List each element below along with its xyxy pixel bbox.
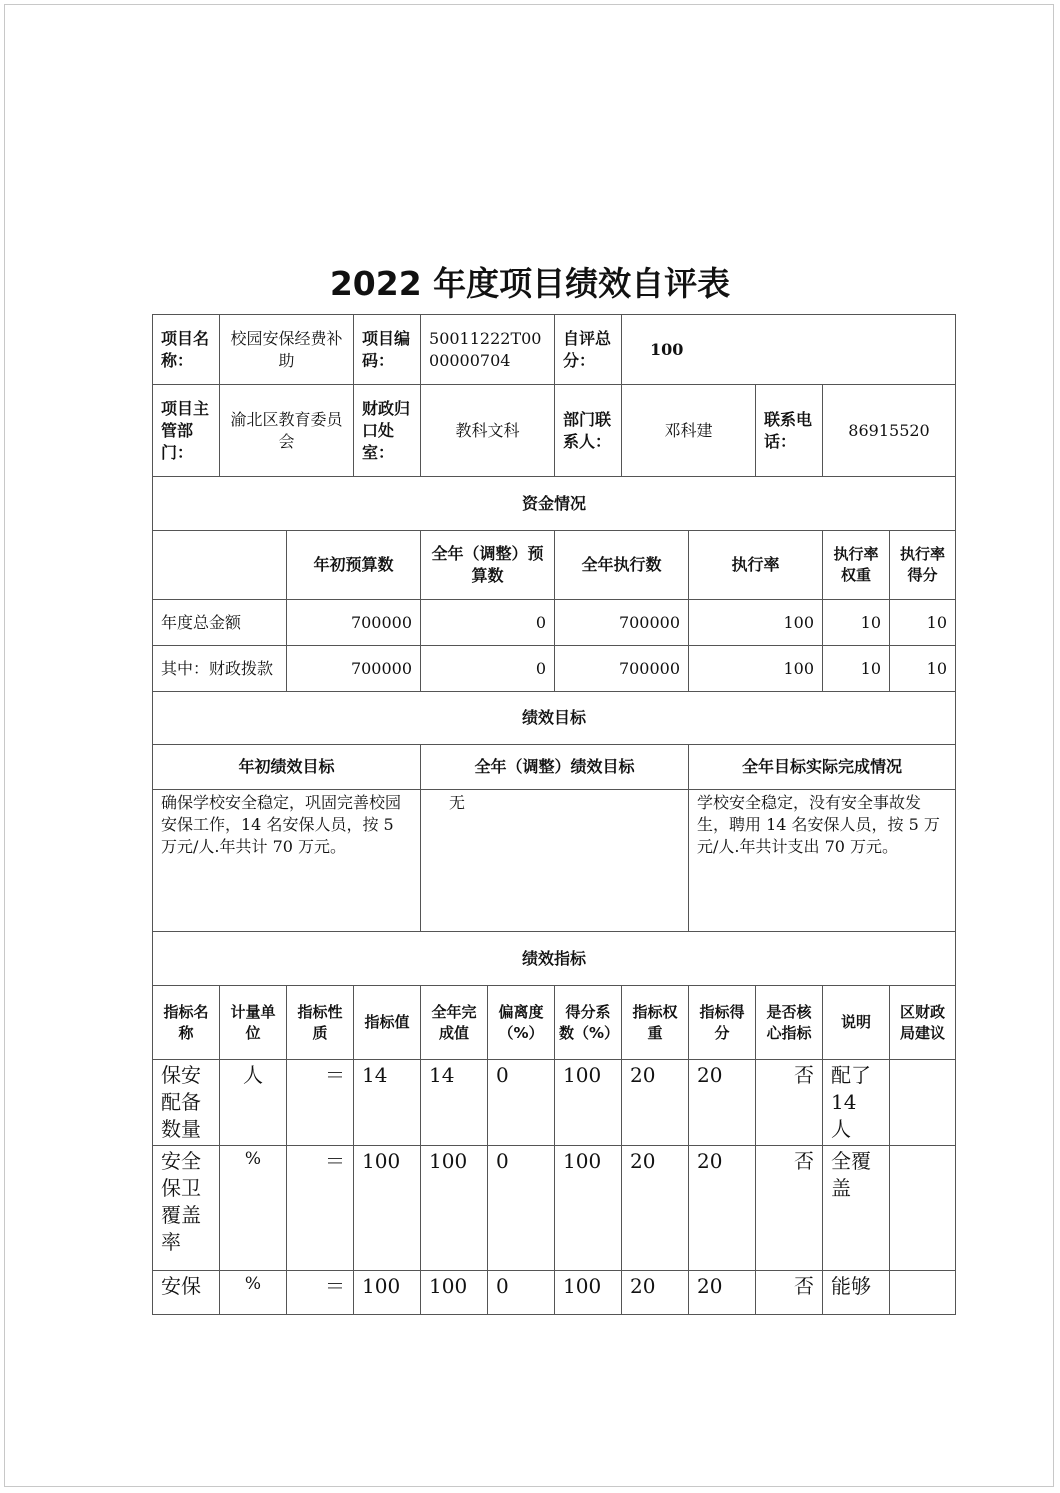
ind-cell-core: 否 (756, 1060, 823, 1146)
ind-header-score: 指标得分 (689, 986, 756, 1060)
ind-cell-note: 能够 (823, 1271, 890, 1315)
funds-header-score: 执行率得分 (890, 531, 956, 600)
ind-cell-deviation: 0 (488, 1146, 555, 1271)
ind-header-core: 是否核心指标 (756, 986, 823, 1060)
ind-cell-nature: ＝ (287, 1271, 354, 1315)
indicator-row (153, 1271, 956, 1315)
contact-value: 邓科建 (622, 385, 756, 477)
ind-header-deviation: 偏离度（%） (488, 986, 555, 1060)
ind-header-nature: 指标性质 (287, 986, 354, 1060)
funds-cell-adjusted: 0 (421, 646, 555, 692)
funds-row-fiscal (153, 646, 956, 692)
ind-cell-deviation: 0 (488, 1060, 555, 1146)
goals-header-row (153, 745, 956, 790)
funds-section-row (153, 477, 956, 531)
indicators-header-row (153, 986, 956, 1060)
ind-header-coefficient: 得分系数（%） (555, 986, 622, 1060)
funds-cell-executed: 700000 (555, 646, 689, 692)
goals-section-title: 绩效目标 (153, 692, 956, 745)
ind-cell-core: 否 (756, 1271, 823, 1315)
ind-cell-name: 安保 (153, 1271, 220, 1315)
ind-header-advice: 区财政局建议 (890, 986, 956, 1060)
funds-cell-initial: 700000 (287, 600, 421, 646)
ind-cell-note: 配了 14 人 (823, 1060, 890, 1146)
ind-header-completed: 全年完成值 (421, 986, 488, 1060)
score-value: 100 (622, 315, 956, 385)
funds-cell-weight: 10 (823, 646, 890, 692)
ind-header-weight: 指标权重 (622, 986, 689, 1060)
phone-label: 联系电话： (756, 385, 823, 477)
ind-cell-advice (890, 1146, 956, 1271)
project-code-label: 项目编码： (354, 315, 421, 385)
indicator-row (153, 1146, 956, 1271)
ind-cell-core: 否 (756, 1146, 823, 1271)
goals-initial-text: 确保学校安全稳定，巩固完善校园安保工作，14 名安保人员，按 5 万元/人.年共计 70 万元。 (153, 790, 421, 932)
funds-header-weight: 执行率权重 (823, 531, 890, 600)
funds-header-adjusted: 全年（调整）预算数 (421, 531, 555, 600)
ind-cell-value: 100 (354, 1271, 421, 1315)
ind-cell-nature: ＝ (287, 1146, 354, 1271)
ind-cell-advice (890, 1271, 956, 1315)
ind-cell-unit: % (220, 1271, 287, 1315)
ind-header-value: 指标值 (354, 986, 421, 1060)
funds-header-initial: 年初预算数 (287, 531, 421, 600)
ind-cell-advice (890, 1060, 956, 1146)
ind-header-note: 说明 (823, 986, 890, 1060)
ind-cell-coefficient: 100 (555, 1060, 622, 1146)
dept-label: 项目主管部门： (153, 385, 220, 477)
ind-cell-unit: % (220, 1146, 287, 1271)
evaluation-table (152, 314, 956, 1315)
ind-cell-value: 100 (354, 1146, 421, 1271)
funds-cell-label: 年度总金额 (153, 600, 287, 646)
ind-cell-completed: 100 (421, 1146, 488, 1271)
goals-header-initial: 年初绩效目标 (153, 745, 421, 790)
ind-cell-weight: 20 (622, 1060, 689, 1146)
funds-cell-initial: 700000 (287, 646, 421, 692)
funds-cell-rate: 100 (689, 646, 823, 692)
funds-cell-score: 10 (890, 600, 956, 646)
project-code-value: 50011222T0000000704 (421, 315, 555, 385)
project-name-value: 校园安保经费补助 (220, 315, 354, 385)
funds-header-rate: 执行率 (689, 531, 823, 600)
goals-content-row (153, 790, 956, 932)
basic-row-2 (153, 385, 956, 477)
funds-cell-rate: 100 (689, 600, 823, 646)
ind-cell-coefficient: 100 (555, 1271, 622, 1315)
goals-section-row (153, 692, 956, 745)
ind-cell-completed: 14 (421, 1060, 488, 1146)
ind-header-name: 指标名称 (153, 986, 220, 1060)
goals-header-actual: 全年目标实际完成情况 (689, 745, 956, 790)
goals-adjusted-text: 无 (421, 790, 689, 932)
ind-cell-name: 保安配备数量 (153, 1060, 220, 1146)
ind-cell-note: 全覆盖 (823, 1146, 890, 1271)
dept-value: 渝北区教育委员会 (220, 385, 354, 477)
funds-row-total (153, 600, 956, 646)
ind-cell-deviation: 0 (488, 1271, 555, 1315)
funds-cell-weight: 10 (823, 600, 890, 646)
project-name-label: 项目名称： (153, 315, 220, 385)
indicators-section-title: 绩效指标 (153, 932, 956, 986)
phone-value: 86915520 (823, 385, 956, 477)
funds-cell-label: 其中：财政拨款 (153, 646, 287, 692)
ind-cell-score: 20 (689, 1146, 756, 1271)
goals-actual-text: 学校安全稳定，没有安全事故发生，聘用 14 名安保人员，按 5 万元/人.年共计支出 70 万元。 (689, 790, 956, 932)
ind-cell-weight: 20 (622, 1271, 689, 1315)
finance-value: 教科文科 (421, 385, 555, 477)
funds-section-title: 资金情况 (153, 477, 956, 531)
ind-cell-value: 14 (354, 1060, 421, 1146)
funds-cell-score: 10 (890, 646, 956, 692)
ind-cell-weight: 20 (622, 1146, 689, 1271)
funds-header-blank (153, 531, 287, 600)
ind-header-unit: 计量单位 (220, 986, 287, 1060)
ind-cell-unit: 人 (220, 1060, 287, 1146)
ind-cell-completed: 100 (421, 1271, 488, 1315)
indicator-row (153, 1060, 956, 1146)
funds-cell-executed: 700000 (555, 600, 689, 646)
score-label: 自评总分： (555, 315, 622, 385)
indicators-section-row (153, 932, 956, 986)
goals-header-adjusted: 全年（调整）绩效目标 (421, 745, 689, 790)
funds-header-row (153, 531, 956, 600)
ind-cell-score: 20 (689, 1271, 756, 1315)
funds-header-executed: 全年执行数 (555, 531, 689, 600)
ind-cell-coefficient: 100 (555, 1146, 622, 1271)
contact-label: 部门联系人： (555, 385, 622, 477)
ind-cell-score: 20 (689, 1060, 756, 1146)
ind-cell-name: 安全保卫覆盖率 (153, 1146, 220, 1271)
funds-cell-adjusted: 0 (421, 600, 555, 646)
document-title: 2022 年度项目绩效自评表 (329, 264, 731, 303)
basic-row-1 (153, 315, 956, 385)
finance-label: 财政归口处室： (354, 385, 421, 477)
ind-cell-nature: ＝ (287, 1060, 354, 1146)
